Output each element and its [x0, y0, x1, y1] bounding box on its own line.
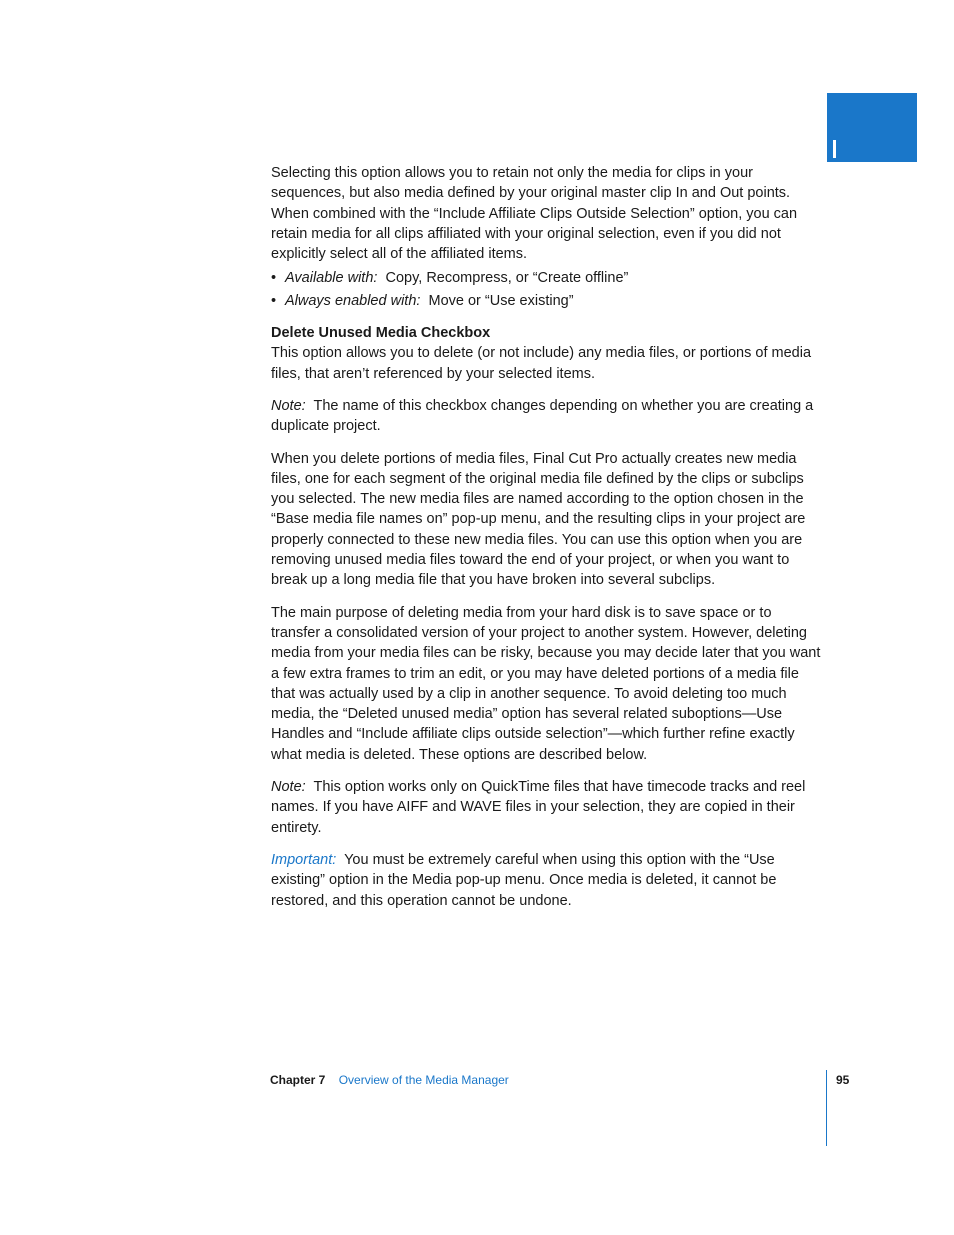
- page-body: [271, 163, 823, 923]
- note-label: Note:: [271, 779, 306, 796]
- note-label: Note:: [271, 397, 306, 414]
- section-paragraph: This option allows you to delete (or not include) any media files, or portions of media files, that aren’t referenced by your selected items.: [271, 345, 812, 382]
- option-availability-list: [271, 268, 823, 311]
- list-item-text: Move or “Use existing”: [428, 292, 574, 309]
- note-paragraph: [271, 777, 823, 838]
- list-item-text: Copy, Recompress, or “Create offline”: [385, 270, 629, 287]
- page-footer: [270, 1072, 509, 1088]
- note-text: The name of this checkbox changes depending on whether you are creating a duplicate project.: [271, 397, 814, 435]
- important-paragraph: [271, 850, 823, 911]
- note-paragraph: [271, 396, 823, 437]
- intro-paragraph: Selecting this option allows you to retain not only the media for clips in your sequences, but also media defined by your original master clip In and Out points. When combined with the “Include Affiliate Clips Outside Selection” option, you can retain media for all clips affiliated with your original selection, even if you did not explicitly select all of the affiliated items.: [271, 165, 798, 263]
- list-item: [271, 268, 823, 288]
- portions-paragraph: When you delete portions of media files, Final Cut Pro actually creates new media files, one for each segment of the original media file defined by the clips or subclips you selected. The new media files are named according to the option chosen in the “Base media file names on” pop-up menu, and the resulting clips in your project are properly connected to these new media files. You can use this option when you are removing unused media files toward the end of your project, or when you want to break up a long media file that you have broken into several subclips.: [271, 450, 806, 589]
- purpose-paragraph: The main purpose of deleting media from your hard disk is to save space or to transfer a consolidated version of your project to another system. However, deleting media from your media files can be risky, because you may decide later that you want a few extra frames to trim an edit, or you may have deleted portions of a media file that was actually used by a clip in another sequence. To avoid deleting too much media, the “Deleted unused media” option has several related suboptions—Use Handles and “Include affiliate clips outside selection”—which further refine exactly what media is deleted. These options are described below.: [271, 604, 821, 763]
- important-label: Important:: [271, 851, 337, 868]
- bullet-icon: •: [271, 270, 277, 287]
- chapter-tab-mark: [833, 140, 836, 158]
- chapter-tab: [827, 93, 917, 162]
- footer-divider: [826, 1070, 827, 1146]
- section-heading: Delete Unused Media Checkbox: [271, 325, 491, 342]
- chapter-title-link[interactable]: Overview of the Media Manager: [338, 1073, 509, 1087]
- list-item-label: Always enabled with:: [285, 292, 421, 309]
- list-item: [271, 291, 823, 311]
- bullet-icon: •: [271, 292, 277, 309]
- list-item-label: Available with:: [285, 270, 378, 287]
- chapter-label: Chapter 7: [270, 1073, 326, 1087]
- page-number: 95: [836, 1073, 850, 1087]
- important-text: You must be extremely careful when using this option with the “Use existing” option in the Media pop-up menu. Once media is deleted, it cannot be restored, and this operation cannot be undone.: [271, 851, 777, 909]
- note-text: This option works only on QuickTime files that have timecode tracks and reel names. If you have AIFF and WAVE files in your selection, they are copied in their entirety.: [271, 779, 806, 836]
